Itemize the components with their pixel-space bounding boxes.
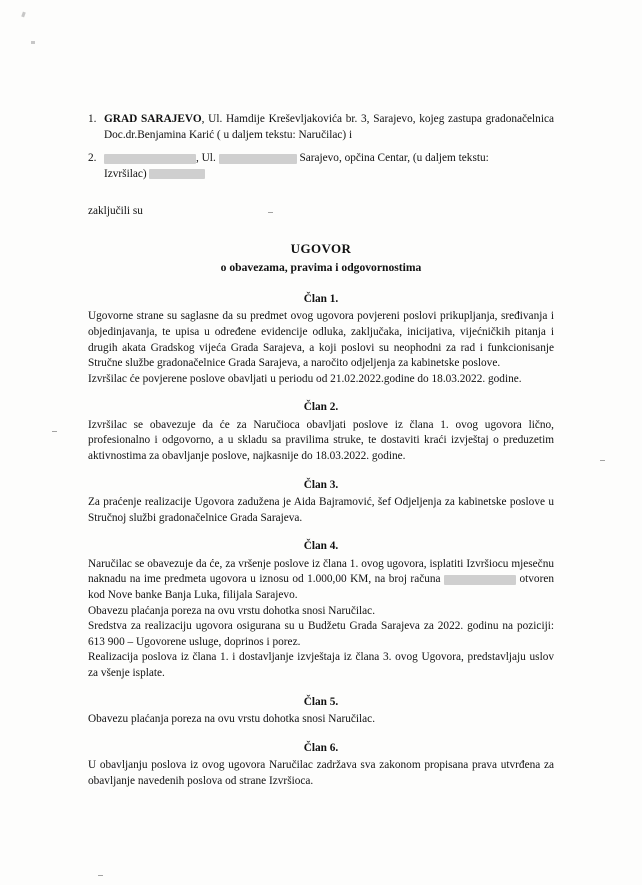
article-heading: Član 5. (303, 695, 339, 708)
party-item (88, 151, 554, 182)
redacted-address-block (219, 154, 297, 164)
article-heading: Član 2. (303, 401, 339, 414)
party-text-mid-1: , Ul. (196, 152, 216, 165)
article-paragraph: Realizacija poslova iz člana 1. i dostavljanje izvještaja iz člana 3. ovog Ugovora, predstavljaju uslov za všenje isplate. (88, 651, 554, 679)
scan-tick (52, 431, 57, 432)
article-paragraph: Sredstva za realizaciju ugovora osigurana su u Budžetu Grada Sarajeva za 2022. godinu na poziciji: 613 900 – Ugovorene usluge, doprinos i porez. (88, 620, 554, 648)
scan-speck (31, 41, 35, 44)
article-section (88, 292, 554, 387)
conclusion-line: zaključili su (88, 205, 143, 218)
party-item (88, 112, 554, 143)
document-body (88, 112, 554, 791)
party-name: GRAD SARAJEVO (104, 113, 202, 125)
article-paragraph-with-redaction: Naručilac se obavezuje da će, za vršenje poslove iz člana 1. ovog ugovora, isplatiti Izvršiocu mjesečnu naknadu na ime predmeta ugovora u iznosu od 1.000,00 KM, na broj računa otvoren kod Nove banke Banja Luka, filijala Sarajevo. (88, 557, 554, 602)
party-text (104, 151, 554, 182)
article-paragraph: Za praćenje realizacije Ugovora zadužena je Aida Bajramović, šef Odjeljenja za kabinetske poslove u Stručnoj službi gradonačelnice Grada Sarajeva. (88, 496, 554, 524)
party-number: 2. (88, 152, 97, 165)
scan-speck (21, 12, 26, 18)
document-subtitle: o obavezama, pravima i odgovornostima (220, 260, 422, 274)
article-section (88, 741, 554, 790)
party-text-last: Izvršilac) (104, 167, 147, 180)
article-paragraph: Ugovorne strane su saglasne da su predmet ovog ugovora povjereni poslovi prikupljanja, sređivanja i objedinjavanja, te upisa u određene evidencije odluka, zaključaka, inicijativa, vijećničkih pitanja i drugih akata Gradskog vijeća Grada Sarajeva, a koji poslovi su neophodni za rad i funkcionisanje Stručne službe gradonačelnice Grada Sarajeva, a naročito odjeljenja za kabinetske poslove. (88, 310, 554, 370)
scan-tick (600, 460, 605, 461)
article-heading: Član 4. (303, 540, 339, 553)
article-heading: Član 3. (303, 478, 339, 491)
scan-tick (98, 875, 103, 876)
article-section (88, 400, 554, 464)
party-text (104, 112, 554, 143)
article-section (88, 695, 554, 728)
party-number: 1. (88, 113, 97, 125)
redacted-account-block (444, 575, 516, 585)
article-heading: Član 6. (303, 741, 339, 754)
article-section (88, 539, 554, 681)
redacted-trailing-block (149, 169, 205, 179)
article-paragraph: Obavezu plaćanja poreza na ovu vrstu dohotka snosi Naručilac. (88, 604, 376, 617)
document-title: UGOVOR (290, 240, 352, 256)
article-paragraph: U obavljanju poslova iz ovog ugovora Naručilac zadržava sva zakonom propisana prava utvrđena za obavljanje navedenih poslova od strane Izvršioca. (88, 759, 554, 787)
article-paragraph: Izvršilac će povjerene poslove obavljati u periodu od 21.02.2022.godine do 18.03.2022. godine. (88, 372, 522, 385)
redacted-name-block (104, 154, 196, 164)
article-paragraph: Izvršilac se obavezuje da će za Naručioca obavljati poslove iz člana 1. ovog ugovora lično, profesionalno i odgovorno, a u skladu sa pravilima struke, te dostaviti kraći izvještaj o preduzetim aktivnostima za obavljanje poslove, najkasnije do 18.03.2022. godine. (88, 418, 554, 463)
article-heading: Član 1. (303, 292, 339, 305)
party-text-mid-2: Sarajevo, opčina Centar, (u daljem tekstu: (299, 152, 489, 165)
article-section (88, 478, 554, 527)
article-paragraph: Obavezu plaćanja poreza na ovu vrstu dohotka snosi Naručilac. (88, 713, 376, 726)
party-details: , Ul. Hamdije Kreševljakovića br. 3, Sarajevo, kojeg zastupa gradonačelnica Doc.dr.Benjamina Karić ( u daljem tekstu: Naručilac) i (104, 113, 554, 141)
